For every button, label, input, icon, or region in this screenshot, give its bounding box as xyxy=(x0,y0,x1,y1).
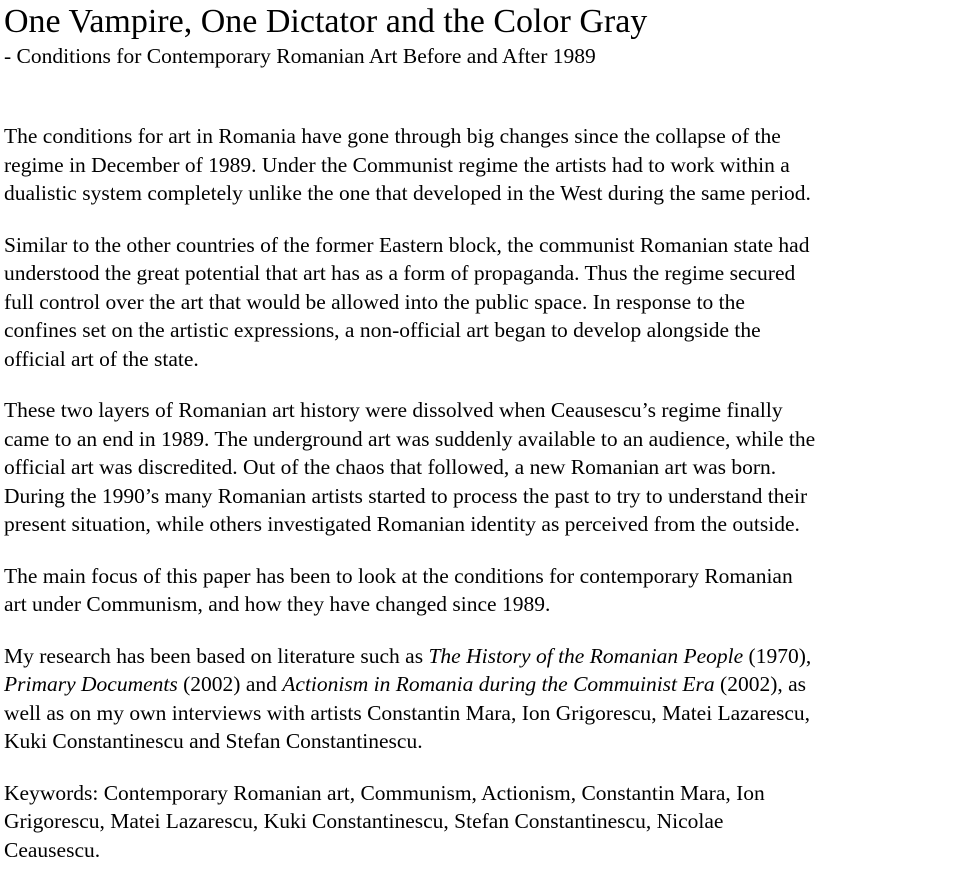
paragraph-4 xyxy=(4,562,956,619)
document-subtitle: - Conditions for Contemporary Romanian Art Before and After 1989 xyxy=(4,44,596,68)
book-title-actionism: Actionism in Romania during the Commuinist Era xyxy=(282,672,715,696)
paragraph-1 xyxy=(4,122,956,208)
paragraph-2 xyxy=(4,231,956,374)
text-run: (2002), as xyxy=(714,672,807,696)
keywords-paragraph xyxy=(4,779,956,865)
paragraph-line: well as on my own interviews with artists Constantin Mara, Ion Grigorescu, Matei Lazarescu, xyxy=(4,700,811,725)
text-run: (2002) and xyxy=(177,672,283,696)
text-run: My research has been based on literature such as xyxy=(4,643,429,668)
paragraph-line: These two layers of Romanian art history were dissolved when Ceausescu’s regime finally xyxy=(4,398,783,422)
paragraph-line: present situation, while others investigated Romanian identity as perceived from the outside. xyxy=(4,512,800,536)
text-run: (1970), xyxy=(743,643,812,668)
paragraph-line xyxy=(4,670,956,699)
paragraph-line: The conditions for art in Romania have gone through big changes since the collapse of the xyxy=(4,124,781,148)
paragraph-line: art under Communism, and how they have changed since 1989. xyxy=(4,592,551,616)
book-title-primary-documents: Primary Documents xyxy=(4,672,178,696)
paragraph-line: Grigorescu, Matei Lazarescu, Kuki Constantinescu, Stefan Constantinescu, Nicolae xyxy=(4,809,724,833)
paragraph-line: understood the great potential that art has as a form of propaganda. Thus the regime secured xyxy=(4,261,796,285)
paragraph-line: Similar to the other countries of the former Eastern block, the communist Romanian state had xyxy=(4,232,810,257)
paragraph-line: official art of the state. xyxy=(4,346,199,371)
book-title-history: The History of the Romanian People xyxy=(428,643,744,668)
paragraph-line: official art was discredited. Out of the chaos that followed, a new Romanian art was born. xyxy=(4,455,777,479)
paragraph-line: The main focus of this paper has been to look at the conditions for contemporary Romanian xyxy=(4,563,793,588)
paragraph-line xyxy=(4,642,956,671)
document-page xyxy=(4,0,956,864)
paragraph-line: regime in December of 1989. Under the Communist regime the artists had to work within a xyxy=(4,152,790,177)
paragraph-3 xyxy=(4,396,956,539)
paragraph-line: came to an end in 1989. The underground art was suddenly available to an audience, while the xyxy=(4,426,816,451)
paragraph-line: dualistic system completely unlike the one that developed in the West during the same period. xyxy=(4,181,811,205)
paragraph-line: Kuki Constantinescu and Stefan Constantinescu. xyxy=(4,729,423,753)
paragraph-line: confines set on the artistic expressions, a non-official art began to develop alongside the xyxy=(4,318,761,342)
paragraph-line: During the 1990’s many Romanian artists started to process the past to try to understand their xyxy=(4,483,808,508)
paragraph-5 xyxy=(4,642,956,756)
paragraph-line: Keywords: Contemporary Romanian art, Communism, Actionism, Constantin Mara, Ion xyxy=(4,780,765,805)
paragraph-line: full control over the art that would be allowed into the public space. In response to the xyxy=(4,289,745,314)
paragraph-line: Ceausescu. xyxy=(4,837,101,862)
document-title: One Vampire, One Dictator and the Color Gray xyxy=(4,3,648,40)
